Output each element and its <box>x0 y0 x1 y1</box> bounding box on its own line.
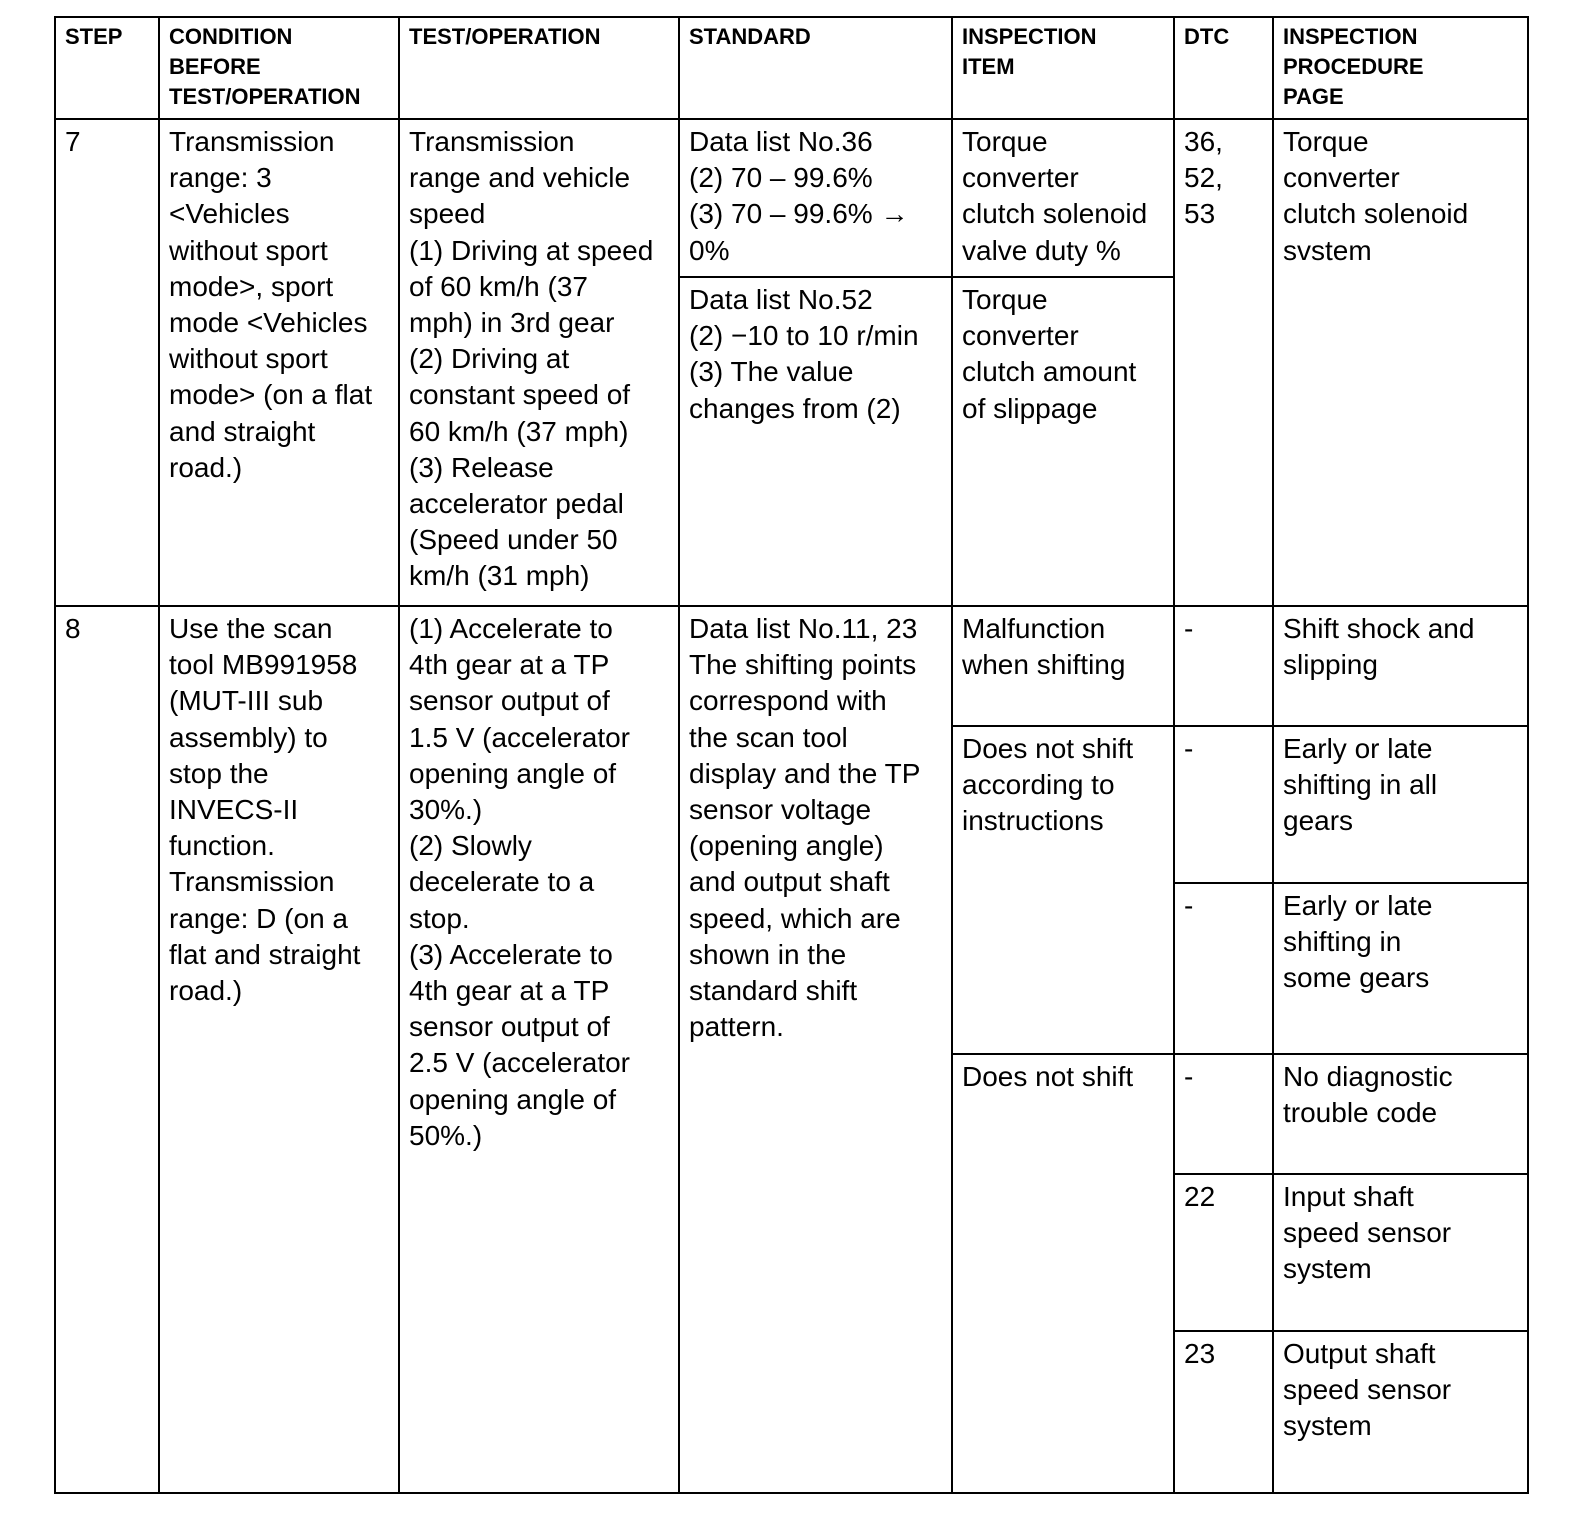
header-step: STEP <box>65 24 123 49</box>
row7-standard-a: Data list No.36 (2) 70 – 99.6% (3) 70 – 99.6% → 0% <box>689 126 909 266</box>
row8-dtc-3: - <box>1184 890 1194 921</box>
row8-procedure-6: Output shaft speed sensor system <box>1283 1338 1452 1442</box>
header-dtc: DTC <box>1184 24 1230 49</box>
row8-step: 8 <box>65 613 81 644</box>
row7-step: 7 <box>65 126 81 157</box>
row7-condition: Transmission range: 3 <Vehicles without sport mode>, sport mode <Vehicles without sport mode> (on a flat and straight road.) <box>169 126 373 483</box>
row8-procedure-1: Shift shock and slipping <box>1283 613 1475 681</box>
row8-test-operation: (1) Accelerate to 4th gear at a TP sensor output of 1.5 V (accelerator opening angle of 30%.) (2) Slowly decelerate to a stop. (3) Accelerate to 4th gear at a TP sensor output of 2.5 V (accelerator opening angle of 50%.) <box>409 613 630 1151</box>
row8-procedure-4: No diagnostic trouble code <box>1283 1061 1453 1129</box>
row8-procedure-2: Early or late shifting in all gears <box>1283 733 1438 837</box>
row7-test-operation: Transmission range and vehicle speed (1) Driving at speed of 60 km/h (37 mph) in 3rd gear (2) Driving at constant speed of 60 km/h (37 mph) (3) Release accelerator pedal (Speed under 50 km/h (31 mph) <box>409 126 654 592</box>
row7-dtc: 36, 52, 53 <box>1184 126 1223 230</box>
row8-item-does-not-shift: Does not shift <box>962 1061 1134 1092</box>
row8-procedure-3: Early or late shifting in some gears <box>1283 890 1433 994</box>
row8-dtc-5: 22 <box>1184 1181 1216 1212</box>
row8-dtc-2: - <box>1184 733 1194 764</box>
row8-procedure-5: Input shaft speed sensor system <box>1283 1181 1452 1285</box>
row8-dtc-1: - <box>1184 613 1194 644</box>
row8-dtc-4: - <box>1184 1061 1194 1092</box>
row8-condition: Use the scan tool MB991958 (MUT-III sub assembly) to stop the INVECS-II function. Transmission range: D (on a flat and straight road.) <box>169 613 361 1007</box>
inspection-table <box>54 16 1529 1494</box>
row7-procedure: Torque converter clutch solenoid svstem <box>1283 126 1469 266</box>
row7-standard-b: Data list No.52 (2) −10 to 10 r/min (3) The value changes from (2) <box>689 284 919 424</box>
row7-item-a: Torque converter clutch solenoid valve duty % <box>962 126 1148 266</box>
row8-item-not-according: Does not shift according to instructions <box>962 733 1134 837</box>
row8-item-malfunction: Malfunction when shifting <box>962 613 1126 681</box>
header-inspection-item: INSPECTION ITEM <box>962 24 1097 79</box>
row8-standard: Data list No.11, 23 The shifting points correspond with the scan tool display and the TP sensor voltage (opening angle) and output shaft speed, which are shown in the standard shift pattern. <box>689 613 921 1043</box>
row8-dtc-6: 23 <box>1184 1338 1216 1369</box>
header-procedure-page: INSPECTION PROCEDURE PAGE <box>1283 24 1424 109</box>
header-standard: STANDARD <box>689 24 811 49</box>
header-test-operation: TEST/OPERATION <box>409 24 601 49</box>
header-condition: CONDITION BEFORE TEST/OPERATION <box>169 24 361 109</box>
row7-item-b: Torque converter clutch amount of slippage <box>962 284 1137 424</box>
